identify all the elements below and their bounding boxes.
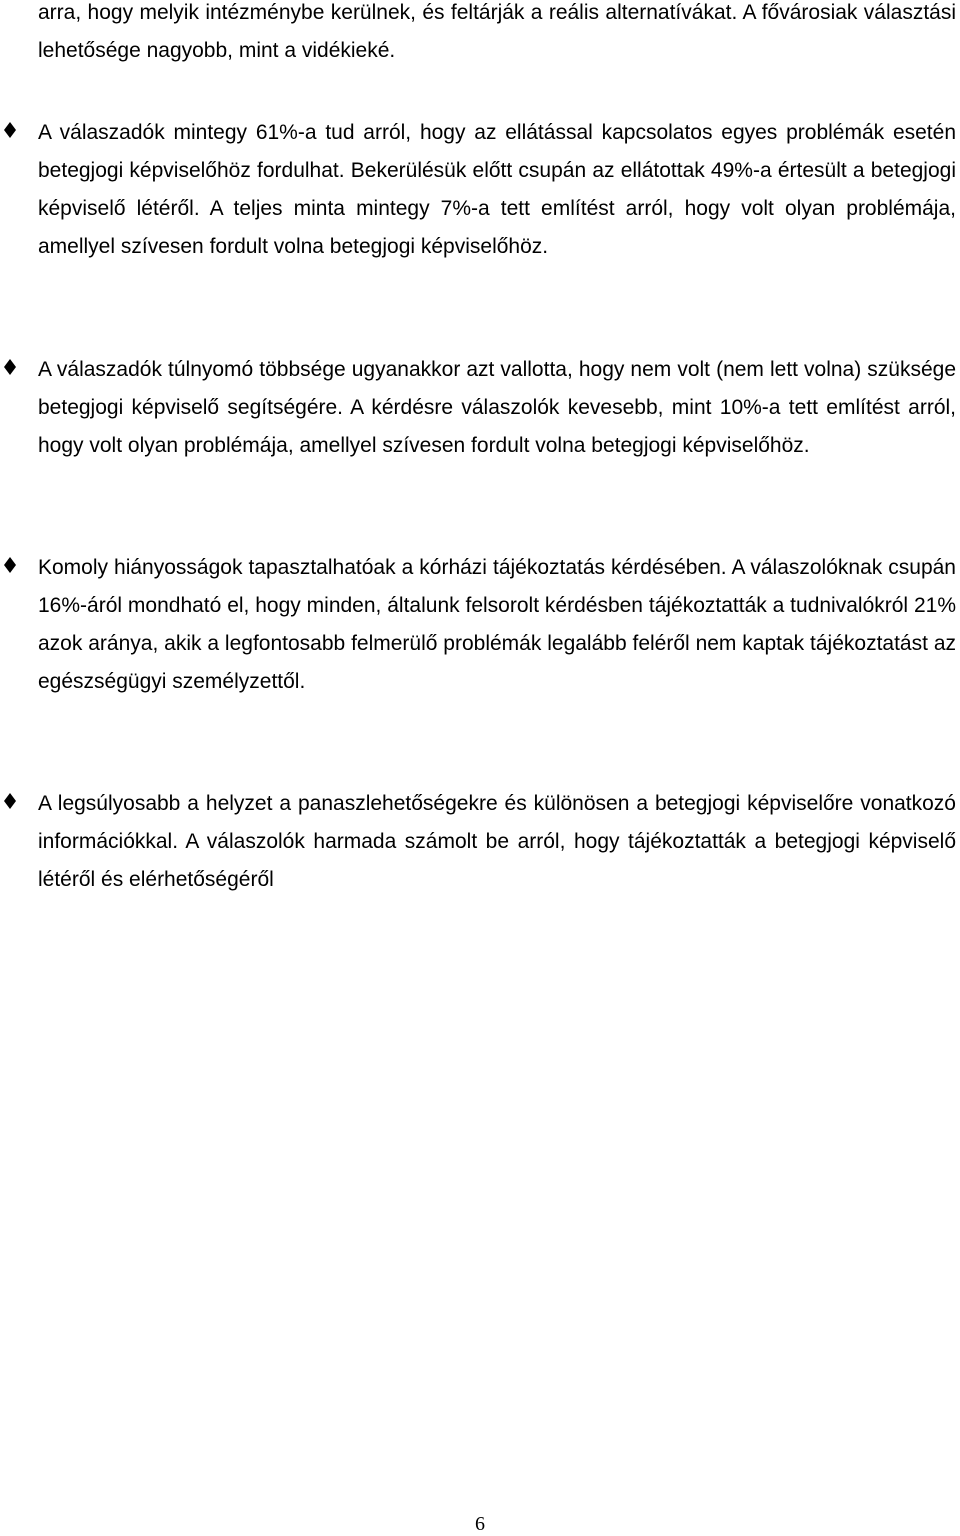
bullet-text-3: Komoly hiányosságok tapasztalhatóak a kórházi tájékoztatás kérdésében. A válaszolóknak csupán 16%-áról mondható el, hogy minden, általunk felsorolt kérdésben tájékoztatták a tudnivalókról 21% azok aránya, akik a legfontosabb felmerülő problémák legalább feléről nem kaptak tájékoztatást az egészségügyi személyzettől.: [38, 556, 956, 693]
diamond-bullet-icon: [4, 122, 16, 138]
diamond-bullet-icon: [4, 359, 16, 375]
bullet-text-2: A válaszadók túlnyomó többsége ugyanakkor azt vallotta, hogy nem volt (nem lett volna) szüksége betegjogi képviselő segítségére. A kérdésre válaszolók kevesebb, mint 10%-a tett említést arról, hogy volt olyan problémája, amellyel szívesen fordult volna betegjogi képviselőhöz.: [38, 358, 956, 457]
page-number: 6: [475, 1513, 485, 1535]
intro-paragraph: arra, hogy melyik intézménybe kerülnek, és feltárják a reális alternatívákat. A fővárosiak választási lehetősége nagyobb, mint a vidékieké.: [38, 1, 956, 62]
bullet-text-1: A válaszadók mintegy 61%-a tud arról, hogy az ellátással kapcsolatos egyes problémák esetén betegjogi képviselőhöz fordulhat. Bekerülésük előtt csupán az ellátottak 49%-a értesült a betegjogi képviselő létéről. A teljes minta mintegy 7%-a tett említést arról, hogy volt olyan problémája, amellyel szívesen fordult volna betegjogi képviselőhöz.: [38, 121, 956, 258]
diamond-bullet-icon: [4, 793, 16, 809]
bullet-text-4: A legsúlyosabb a helyzet a panaszlehetőségekre és különösen a betegjogi képviselőre vonatkozó információkkal. A válaszolók harmada számolt be arról, hogy tájékoztatták a betegjogi képviselő létéről és elérhetőségéről: [38, 792, 956, 891]
diamond-bullet-icon: [4, 557, 16, 573]
